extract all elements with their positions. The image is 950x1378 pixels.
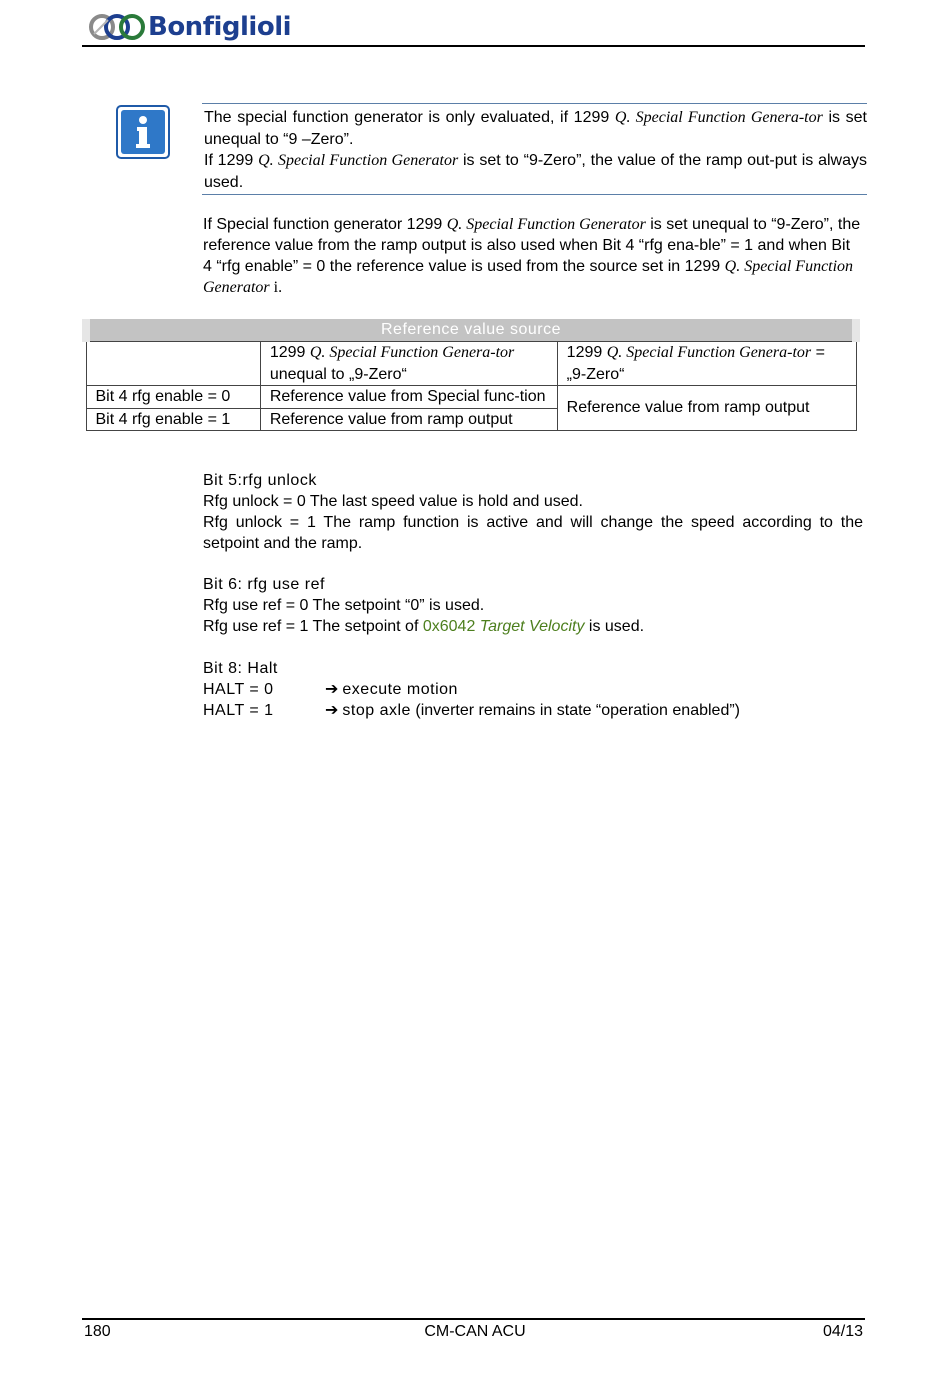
halt-note: (inverter remains in state “operation enabled”) [410, 702, 740, 719]
halt-key: HALT = 1 [203, 702, 274, 719]
info-line2-b: is set to “9-Zero”, the value of the ramp out-put is always used. [204, 152, 868, 191]
page-number: 180 [84, 1323, 111, 1340]
table-cell: Reference value from ramp output [260, 408, 557, 431]
bit8-heading: Bit 8: Halt [203, 660, 278, 677]
line-text: Rfg use ref = 1 The setpoint of [203, 618, 423, 635]
footer-rule [82, 1318, 865, 1320]
cell-text: = „9-Zero“ [566, 344, 825, 383]
table-title: Reference value source [86, 319, 856, 342]
info-line2-a: If 1299 [204, 152, 259, 169]
line-text: is used. [584, 618, 645, 635]
bit6-section [203, 574, 863, 637]
table-title-row [86, 319, 856, 342]
para-text: is set unequal to “9-Zero”, the reference value from the ramp output is also used when Bit 4 “rfg ena-ble” = 1 and when Bit 4 “rfg enable” = 0 the reference value is used from the source set in 1299 [203, 216, 861, 275]
bonfiglioli-logo-icon [88, 12, 146, 42]
object-index-link[interactable]: 0x6042 [422, 618, 476, 635]
info-icon [116, 105, 170, 159]
table-row [86, 386, 856, 409]
info-note [202, 103, 867, 195]
cell-text: 1299 [566, 344, 607, 361]
param-ref: Q. Special Function Genera-tor [309, 344, 515, 361]
bit5-line2: Rfg unlock = 1 The ramp function is active and will change the speed according to the setpoint and the ramp. [203, 514, 863, 552]
info-line1-a: The special function generator is only evaluated, if 1299 [204, 109, 615, 126]
param-ref: Q. Special Function Genera-tor [614, 109, 823, 126]
arrow-right-icon: ➔ [325, 702, 339, 719]
table-cell: Reference value from Special func-tion [260, 386, 557, 409]
logo-text: Bonfiglioli [148, 12, 292, 42]
table-cell-empty [86, 342, 260, 386]
row-label: Bit 4 rfg enable = 0 [86, 386, 260, 409]
param-ref: Q. Special Function Genera-tor [606, 344, 812, 361]
table-header-unequal [260, 342, 557, 386]
cell-text: unequal to „9-Zero“ [269, 365, 407, 383]
halt-value: stop axle [342, 702, 411, 719]
row-label: Bit 4 rfg enable = 1 [86, 408, 260, 431]
table-header-equal [557, 342, 856, 386]
halt-row-1 [203, 700, 863, 721]
document-date: 04/13 [822, 1323, 863, 1340]
para-text: i. [269, 279, 283, 296]
body-paragraph [203, 214, 863, 298]
param-ref: Q. Special Function Generator [258, 152, 459, 169]
info-line1-b: is set unequal to “9 –Zero”. [204, 109, 867, 148]
bit5-heading: Bit 5:rfg unlock [203, 472, 317, 489]
arrow-right-icon: ➔ [325, 681, 339, 698]
param-ref: Q. Special Function Generator [203, 258, 854, 296]
header-rule [82, 45, 865, 47]
halt-key: HALT = 0 [203, 681, 274, 698]
document-title: CM-CAN ACU [424, 1323, 526, 1340]
bit5-line1: Rfg unlock = 0 The last speed value is hold and used. [203, 493, 583, 510]
reference-value-table [82, 319, 860, 431]
halt-value: execute motion [342, 681, 458, 698]
halt-row-0 [203, 679, 863, 700]
bit6-line1: Rfg use ref = 0 The setpoint “0” is used. [203, 597, 485, 614]
bit6-line2 [203, 616, 863, 637]
param-ref: Q. Special Function Generator [446, 216, 646, 233]
table-header-row [86, 342, 856, 386]
para-text: If Special function generator 1299 [203, 216, 447, 233]
object-name-link[interactable]: Target Velocity [479, 618, 585, 635]
cell-text: 1299 [269, 344, 310, 361]
bit8-section [203, 658, 863, 721]
bit6-heading: Bit 6: rfg use ref [203, 576, 325, 593]
company-logo [88, 11, 291, 43]
bit5-section [203, 470, 863, 554]
table-cell-merged: Reference value from ramp output [557, 386, 856, 431]
